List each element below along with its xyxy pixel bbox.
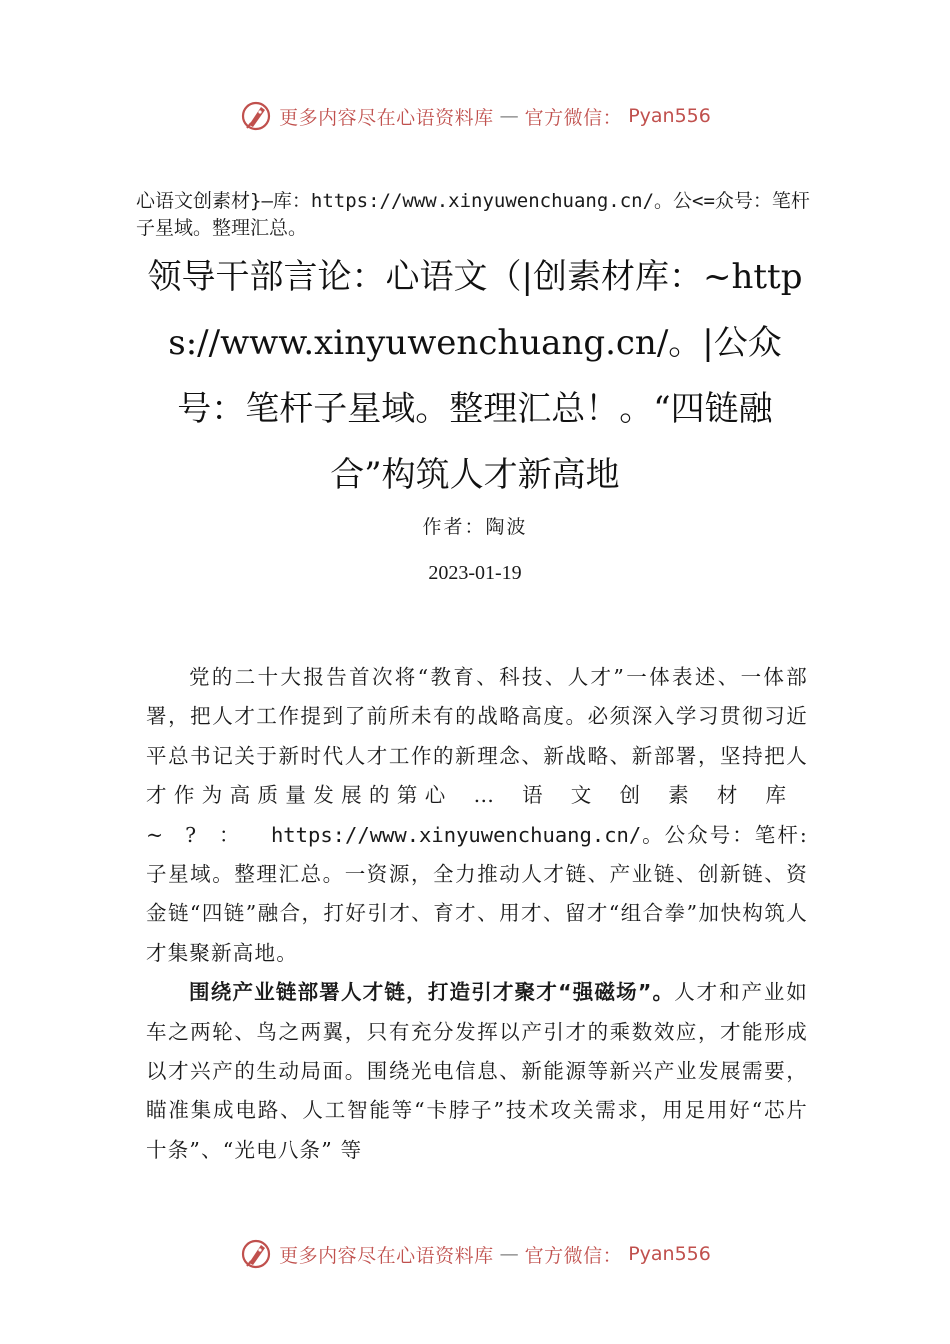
watermark-separator: — (499, 105, 519, 127)
watermark-left-text: 更多内容尽在心语资料库 (279, 106, 494, 129)
paragraph-1-part-2: 。公众号：笔杆:子星域。整理汇总。一资源，全力推动人才链、产业链、创新链、资金链“四链”融合，打好引才、育才、用才、留才“组合拳”加快构筑人才集聚新高地。 (146, 822, 809, 965)
paragraph-2-rest: 人才和产业如车之两轮、鸟之两翼，只有充分发挥以产引才的乘数效应，才能形成以才兴产的生动局面。围绕光电信息、新能源等新兴产业发展需要，瞄准集成电路、人工智能等“卡脖子”技术攻关需求，用足用好“芯片十条”、“光电八条” 等 (146, 980, 809, 1162)
paragraph-1-part-1: 党的二十大报告首次将“教育、科技、人才”一体表述、一体部署，把人才工作提到了前所未有的战略高度。必须深入学习贯彻习近平总书记关于新时代人才工作的新理念、新战略、新部署，坚持把人才作为高质量发展的第 (146, 665, 808, 808)
watermark-left-text: 更多内容尽在心语资料库 (279, 1244, 494, 1267)
pen-nib-logo-icon (239, 1237, 273, 1271)
publish-date: 2023-01-19 (428, 562, 522, 584)
author-line: 作者：陶波 (422, 516, 528, 538)
source-note: 心语文创素材}—库：https://www.xinyuwenchuang.cn/。公<=众号：笔杆子星域。整理汇总。 (136, 190, 810, 239)
watermark-middle-text: 官方微信： (524, 1244, 623, 1267)
watermark-separator: — (499, 1243, 519, 1265)
paragraph-2 (146, 973, 808, 1170)
paragraph-1-url: https://www.xinyuwenchuang.cn/ (270, 822, 642, 847)
paragraph-1-spread-line: 心…语文创素材库~?： (146, 783, 809, 847)
article-body (146, 658, 808, 1170)
document-title: 领导干部言论：心语文（|创素材库：~https://www.xinyuwenchuang.cn/。|公众号：笔杆子星域。整理汇总！。“四链融合”构筑人才新高地 (147, 257, 803, 495)
paragraph-2-lead: 围绕产业链部署人才链，打造引才聚才“强磁场”。 (189, 980, 675, 1005)
footer-watermark (0, 1234, 950, 1274)
pen-nib-logo-icon (239, 99, 273, 133)
watermark-middle-text: 官方微信： (524, 106, 623, 129)
paragraph-1 (146, 658, 808, 973)
watermark-right-text: Pyan556 (628, 105, 711, 127)
watermark-group (239, 99, 711, 133)
header-watermark (0, 96, 950, 136)
watermark-right-text: Pyan556 (628, 1243, 711, 1265)
watermark-group (239, 1237, 711, 1271)
